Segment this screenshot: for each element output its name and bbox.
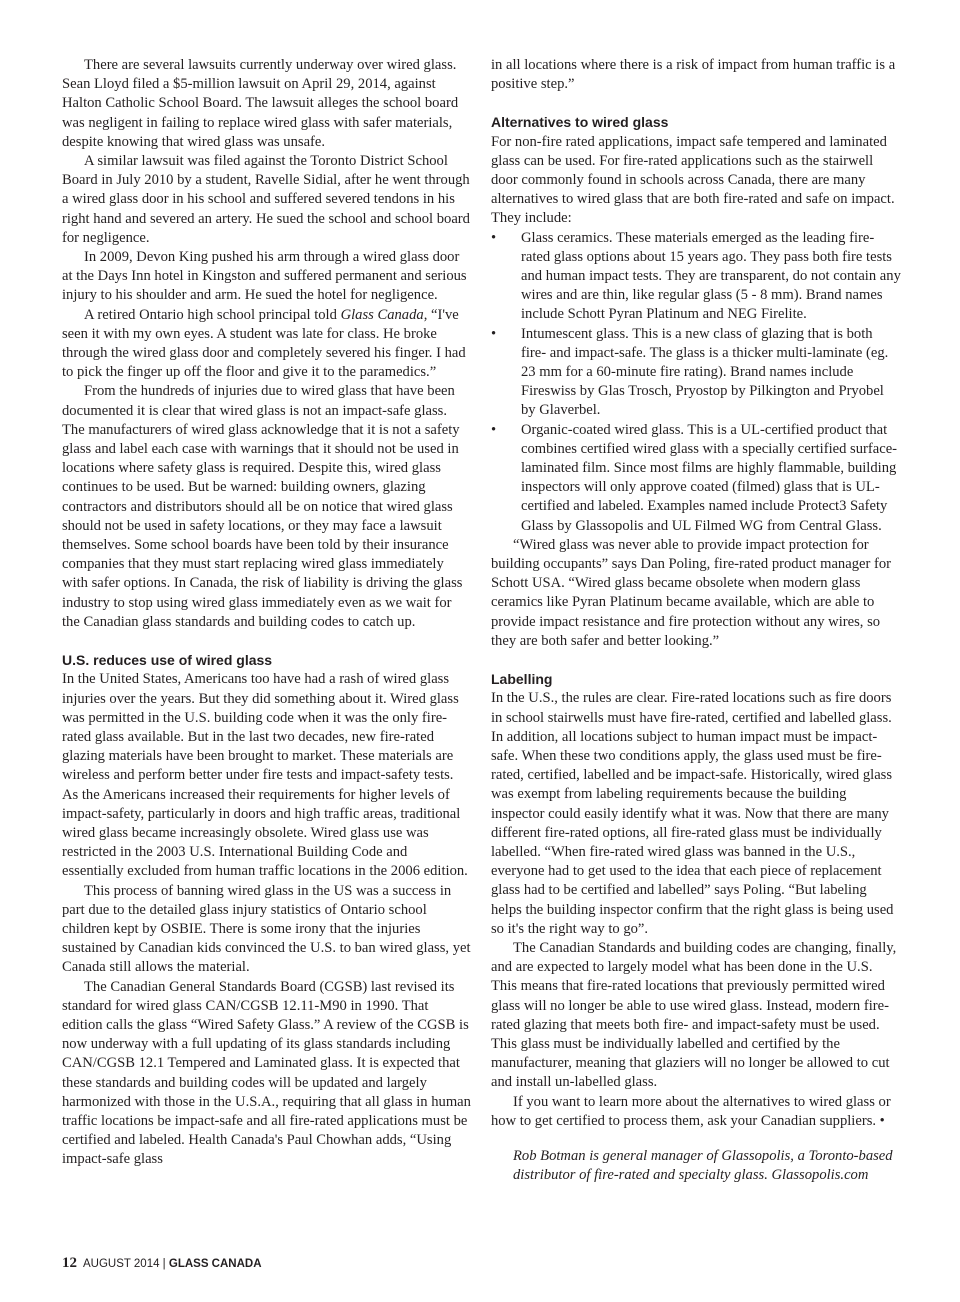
magazine-name: GLASS CANADA [168,1258,262,1270]
paragraph-learn-more: If you want to learn more about the alternatives to wired glass or how to get certified to process them, ask your Canadian suppliers. • [491,1093,891,1129]
publication-name: Glass Canada [340,306,424,323]
page-footer [62,1255,262,1272]
right-column [491,56,901,1185]
paragraph-canadian-standards: The Canadian Standards and building codes are changing, finally, and are expected to largely model what has been done in the U.S. This means that fire-rated locations that previously permitted wired glass will no longer be able to use wired glass. Instead, modern fire-rated glazing that meets both fire- and impact-safety must be used. This glass must be individually labelled and certified by the manufacturer, meaning that glaziers will no longer be allowed to cut and install un-labelled glass. [491,939,897,1091]
list-item-text: Organic-coated wired glass. This is a UL-certified product that combines certified wired glass with a specially certified surface-laminated film. Since most films are highly flammable, building inspectors will only approve coated (filmed) glass that is UL-certified and labeled. Examples named include Protect3 Safety Glass by Glassopolis and UL Filmed WG from Central Glass. [521,421,898,534]
heading-alternatives: Alternatives to wired glass [491,114,669,131]
paragraph-poling-quote: “Wired glass was never able to provide impact protection for building occupants” says Dan Poling, fire-rated product manager for Schott USA. “Wired glass became obsolete when modern glass ceramics like Pyran Platinum became available, which are able to provide impact resistance and fire protection without any wires, so they are both safer and better looking.” [491,536,891,649]
alternatives-list [491,229,901,536]
list-item-intumescent-glass [491,325,901,421]
list-item-organic-coated-glass [491,421,901,536]
list-item-text: Intumescent glass. This is a new class of glazing that is both fire- and impact-safe. The glass is a thicker multi-laminate (eg. 23 mm for a 60-minute fire rating). Brand names include Fireswiss by Glas Trosch, Pryostop by Pilkington and Pryobel by Glaverbel. [521,325,889,419]
quote-body: , “I've seen it with my own eyes. A student was late for class. He broke through the wired glass door and completely severed his finger. I had to pick the finger up off the floor and give it to the paramedics.” [62,306,466,381]
author-byline: Rob Botman is general manager of Glassopolis, a Toronto-based distributor of fire-rated and specialty glass. Glassopolis.com [513,1147,893,1184]
paragraph-us-rules: In the U.S., the rules are clear. Fire-rated locations such as fire doors in school stairwells must have fire-rated, certified and labelled glass. In addition, all locations subject to human impact must be impact-safe. When these two conditions apply, the glass used must be fire-rated, certified, labelled and be impact-safe. Historically, wired glass was exempt from labeling requirements because the building inspector could easily identify what it was. Now that there are many different fire-rated options, all fire-rated glass must be individually labelled. “When fire-rated wired glass was banned in the U.S., everyone had to get used to the idea that each piece of replacement glass had to be certified and labelled” says Poling. “But labeling helps the building inspector confirm that the right glass is being used so it's the right way to go”. [491,690,894,937]
bullet-icon: • [491,229,497,246]
paragraph-lawsuits: There are several lawsuits currently underway over wired glass. Sean Lloyd filed a $5-million lawsuit on April 29, 2014, against Halton Catholic School Board. The lawsuit alleges the school board was negligent in failing to replace wired glass with safer materials, despite knowing that wired glass was unsafe. [62,57,459,150]
section-gap [491,651,901,670]
left-column [62,56,472,1170]
page-number: 12 [62,1255,77,1271]
quote-intro: A retired Ontario high school principal told [84,306,341,323]
bullet-icon: • [491,325,497,342]
paragraph-continued-quote: in all locations where there is a risk of impact from human traffic is a positive step.” [491,57,896,93]
paragraph-principal-quote [62,306,472,383]
list-item-text: Glass ceramics. These materials emerged as the leading fire-rated glass options about 15 years ago. They pass both fire tests and human impact tests. They are transparent, do not contain any wires and are thin, like regular glass (5 - 8 mm). Brand names include Schott Pyran Platinum and NEG Firelite. [521,229,901,323]
list-item-glass-ceramics [491,229,901,325]
section-gap [491,94,901,113]
issue-date: AUGUST 2014 | [83,1258,169,1270]
section-gap [62,632,472,651]
heading-us-reduces: U.S. reduces use of wired glass [62,652,273,669]
paragraph-toronto-lawsuit: A similar lawsuit was filed against the Toronto District School Board in July 2010 by a student, Ravelle Sidial, after he went through a wired glass door in his school and suffered severed tendons in his right hand and severed an artery. He sued the school and school board for negligence. [62,153,470,246]
paragraph-us-history: In the United States, Americans too have had a rash of wired glass injuries over the years. But they did something about it. Wired glass was permitted in the U.S. building code when it was the only fire-rated glass available. But in the last two decades, new fire-rated glazing materials have been brought to market. These materials are wireless and perform better under fire tests and impact-safety tests. As the Americans increased their requirements for higher levels of impact-safety, particularly in doors and high traffic areas, traditional wired glass became increasingly obsolete. Wired glass use was restricted in the 2003 U.S. International Building Code and essentially excluded from human traffic locations in the 2006 edition. [62,671,468,880]
paragraph-devon-king: In 2009, Devon King pushed his arm through a wired glass door at the Days Inn hotel in Kingston and suffered permanent and serious injury to his shoulder and arm. He sued the hotel for negligence. [62,249,467,304]
paragraph-injuries: From the hundreds of injuries due to wired glass that have been documented it is clear that wired glass is not an impact-safe glass. The manufacturers of wired glass acknowledge that it is not a safety glass and label each case with warnings that it should not be used in locations where safety glass is required. Despite this, wired glass continues to be used. But be warned: building owners, glazing contractors and distributors should all be on notice that wired glass should not be used in safety locations, or they may face a lawsuit themselves. Some school boards have been told by their insurance companies that they must start replacing wired glass immediately with safer options. In Canada, the risk of liability is driving the glass industry to stop using wired glass immediately even as we wait for the Canadian glass standards and building codes to catch up. [62,383,463,630]
paragraph-cgsb: The Canadian General Standards Board (CGSB) last revised its standard for wired glass CAN/CGSB 12.11-M90 in 1990. That edition calls the glass “Wired Safety Glass.” A review of the CGSB is now underway with a full updating of its glass standards including CAN/CGSB 12.1 Tempered and Laminated glass. It is expected that these standards and building codes will be updated and largely harmonized with those in the U.S.A., requiring that all glass in human traffic locations be impact-safe and all fire-rated applications must be certified and labeled. Health Canada's Paul Chowhan adds, “Using impact-safe glass [62,978,471,1168]
paragraph-alternatives-intro: For non-fire rated applications, impact safe tempered and laminated glass can be used. For fire-rated applications such as the stairwell door commonly found in schools across Canada, there are many alternatives to wired glass that are both fire-rated and safe on impact. They include: [491,133,895,227]
heading-labelling: Labelling [491,671,553,688]
paragraph-osbie: This process of banning wired glass in the US was a success in part due to the detailed glass injury statistics of Ontario school children kept by OSBIE. There is some irony that the injuries sustained by Canadian kids convinced the U.S. to ban wired glass, yet Canada still allows the material. [62,882,471,976]
bullet-icon: • [491,421,497,438]
